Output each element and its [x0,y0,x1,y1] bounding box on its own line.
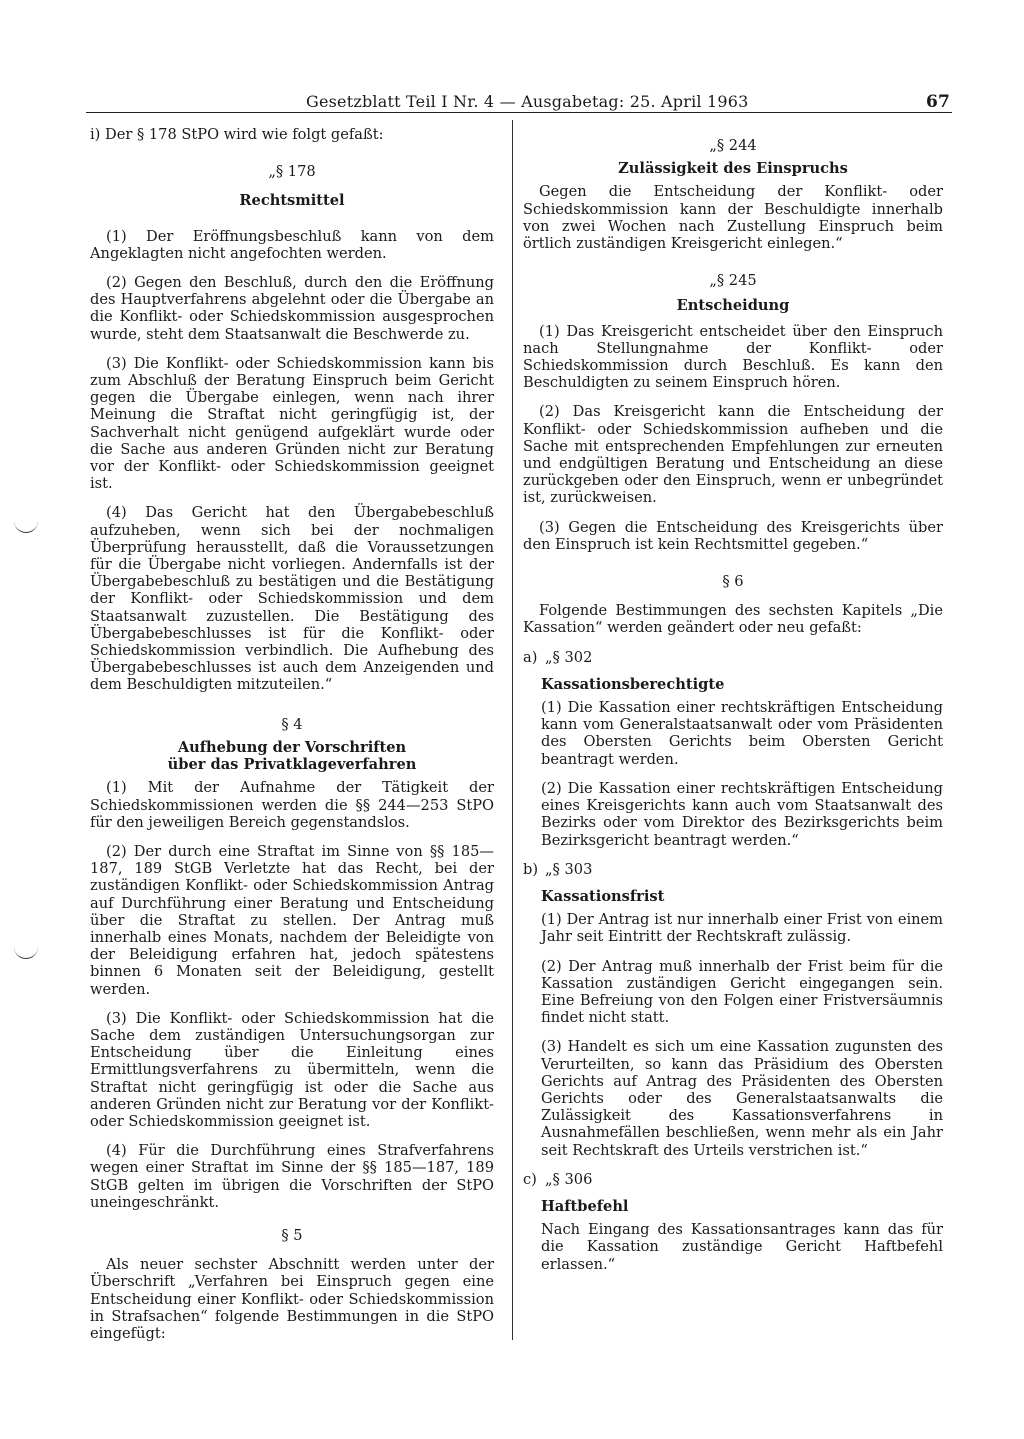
item-a [523,649,943,849]
paragraph: Als neuer sechster Abschnitt werden unter der Überschrift „Verfahren bei Einspruch gegen eine Entscheidung einer Konflikt- oder Schiedskommission in Strafsachen“ folgende Bestimmungen in die StPO eingefügt: [90,1256,494,1342]
column-separator [512,120,513,1340]
section-number: „§ 302 [545,648,593,666]
paragraph: (2) Das Kreisgericht kann die Entscheidung der Konflikt- oder Schiedskommission aufheben und die Sache mit entsprechenden Empfehlungen zur erneuten und endgültigen Beratung und Entscheidung an diese zurückgeben oder den Einspruch, wenn er unbegründet ist, zurückweisen. [523,403,943,507]
section-number: „§ 244 [709,137,757,154]
paragraph: (1) Die Kassation einer rechtskräftigen Entscheidung kann vom Generalstaatsanwalt oder vom Präsidenten des Obersten Gerichts beim Obersten Gericht beantragt werden. [541,699,943,768]
item-label: c) [523,1170,537,1188]
section-heading: Kassationsberechtigte [541,675,725,693]
section-heading: über das Privatklageverfahren [167,756,417,774]
gazette-title: Gesetzblatt Teil I Nr. 4 — Ausgabetag: 25. April 1963 [306,92,749,111]
intro-paragraph: i) Der § 178 StPO wird wie folgt gefaßt: [90,126,384,143]
item-label: b) [523,860,539,878]
paragraph: (3) Gegen die Entscheidung des Kreisgerichts über den Einspruch ist kein Rechtsmittel gegeben.“ [523,518,943,553]
section-heading: Kassationsfrist [541,887,665,905]
paragraph: Folgende Bestimmungen des sechsten Kapitels „Die Kassation“ werden geändert oder neu gefaßt: [523,602,943,637]
paragraph: (1) Der Antrag ist nur innerhalb einer Frist von einem Jahr seit Eintritt der Rechtskraft zulässig. [541,911,943,946]
section-heading: Aufhebung der Vorschriften [177,738,407,756]
paragraph: (2) Die Kassation einer rechtskräftigen Entscheidung eines Kreisgerichts kann auch vom Staatsanwalt des Bezirks oder vom Direktor des Bezirksgerichts beim Bezirksgericht beantragt werden.“ [541,779,943,849]
section-number: „§ 245 [709,272,757,290]
paragraph: (2) Der durch eine Straftat im Sinne von §§ 185—187, 189 StGB Verletzte hat das Recht, bei der zuständigen Konflikt- oder Schiedskommission Antrag auf Durchführung einer Beratung und Entscheidung über die Straftat zu stellen. Der Antrag muß innerhalb eines Monats, nachdem der Beleidigte von der Beleidigung erfahren hat, jedoch spätestens binnen 6 Monaten seit der Beleidigung, gestellt werden. [90,842,494,998]
section-number: § 4 [281,715,303,733]
section-number: § 6 [722,573,744,591]
page-number: 67 [925,92,950,112]
right-column [523,137,943,1285]
paragraph: (4) Für die Durchführung eines Strafverfahrens wegen einer Straftat im Sinne der §§ 185—187, 189 StGB gelten im übrigen die Vorschriften der StPO uneingeschränkt. [90,1142,494,1211]
section-number: „§ 303 [545,860,593,878]
item-c [523,1171,943,1273]
paragraph: (1) Das Kreisgericht entscheidet über den Einspruch nach Stellungnahme der Konflikt- oder Schiedskommission durch Beschluß. Es kann den Beschuldigten zu seinem Einspruch hören. [523,322,943,392]
section-heading: Haftbefehl [541,1197,629,1215]
paragraph: (4) Das Gericht hat den Übergabebeschluß aufzuheben, wenn sich bei der nochmaligen Überprüfung herausstellt, daß die Voraussetzungen für die Übergabe nicht vorliegen. Andernfalls ist der Übergabebeschluß zu bestätigen und die Bestätigung der Konflikt- oder Schiedskommission und dem Staatsanwalt zuzustellen. Die Bestätigung des Übergabebeschlusses ist für die Konflikt- oder Schiedskommission verbindlich. Die Aufhebung des Übergabebeschlusses ist auch dem Anzeigenden und dem Beschuldigten mitzuteilen.“ [90,504,494,694]
paragraph: (2) Gegen den Beschluß, durch den die Eröffnung des Hauptverfahrens abgelehnt oder die Übergabe an die Konflikt- oder Schiedskommission ausgesprochen wurde, steht dem Staatsanwalt die Beschwerde zu. [90,274,494,343]
paragraph: (3) Die Konflikt- oder Schiedskommission hat die Sache dem zuständigen Untersuchungsorgan zur Entscheidung über die Einleitung eines Ermittlungsverfahrens zu übermitteln, wenn die Straftat nicht geringfügig ist oder die Sache aus anderen Gründen nicht zur Beratung vor der Konflikt- oder Schiedskommission geeignet ist. [90,1009,494,1130]
section-number: § 5 [281,1226,303,1244]
paragraph: Gegen die Entscheidung der Konflikt- oder Schiedskommission kann der Beschuldigte innerhalb von zwei Wochen nach Zustellung Einspruch beim örtlich zuständigen Kreisgericht einlegen.“ [523,183,943,253]
paragraph: (1) Mit der Aufnahme der Tätigkeit der Schiedskommissionen werden die §§ 244—253 StPO für den jeweiligen Bereich gegenstandslos. [90,779,494,831]
paragraph: (2) Der Antrag muß innerhalb der Frist beim für die Kassation zuständigen Gericht eingegangen sein. Eine Befreiung von den Folgen einer Fristversäumnis findet nicht statt. [541,957,943,1027]
item-label: a) [523,648,538,666]
paragraph: (3) Die Konflikt- oder Schiedskommission kann bis zum Abschluß der Beratung Einspruch beim Gericht gegen die Übergabe einlegen, wenn nach ihrer Meinung die Straftat nicht geringfügig ist, der Sachverhalt nicht genügend aufgeklärt wurde oder die Sache aus anderen Gründen nicht zur Beratung vor der Konflikt- oder Schiedskommission geeignet ist. [90,354,494,493]
header-rule [86,112,952,113]
paragraph: (1) Der Eröffnungsbeschluß kann von dem Angeklagten nicht angefochten werden. [90,227,494,262]
section-heading: Entscheidung [676,297,790,315]
page-header [88,92,950,110]
paragraph: Nach Eingang des Kassationsantrages kann das für die Kassation zuständige Gericht Haftbefehl erlassen.“ [541,1221,943,1273]
section-number: „§ 306 [545,1170,593,1188]
section-number: „§ 178 [268,163,316,181]
margin-tick-mark [14,520,38,533]
section-heading: Zulässigkeit des Einspruchs [618,160,848,178]
left-column [90,126,494,1354]
section-heading: Rechtsmittel [239,192,345,210]
margin-tick-mark [14,946,38,959]
paragraph: (3) Handelt es sich um eine Kassation zugunsten des Verurteilten, so kann das Präsidium des Obersten Gerichts auf Antrag des Präsidenten des Obersten Gerichts oder des Generalstaatsanwalts die Zulässigkeit des Kassationsverfahrens in Ausnahmefällen beschließen, wenn mehr als ein Jahr seit Rechtskraft des Urteils verstrichen ist.“ [541,1038,943,1159]
item-b [523,861,943,1159]
